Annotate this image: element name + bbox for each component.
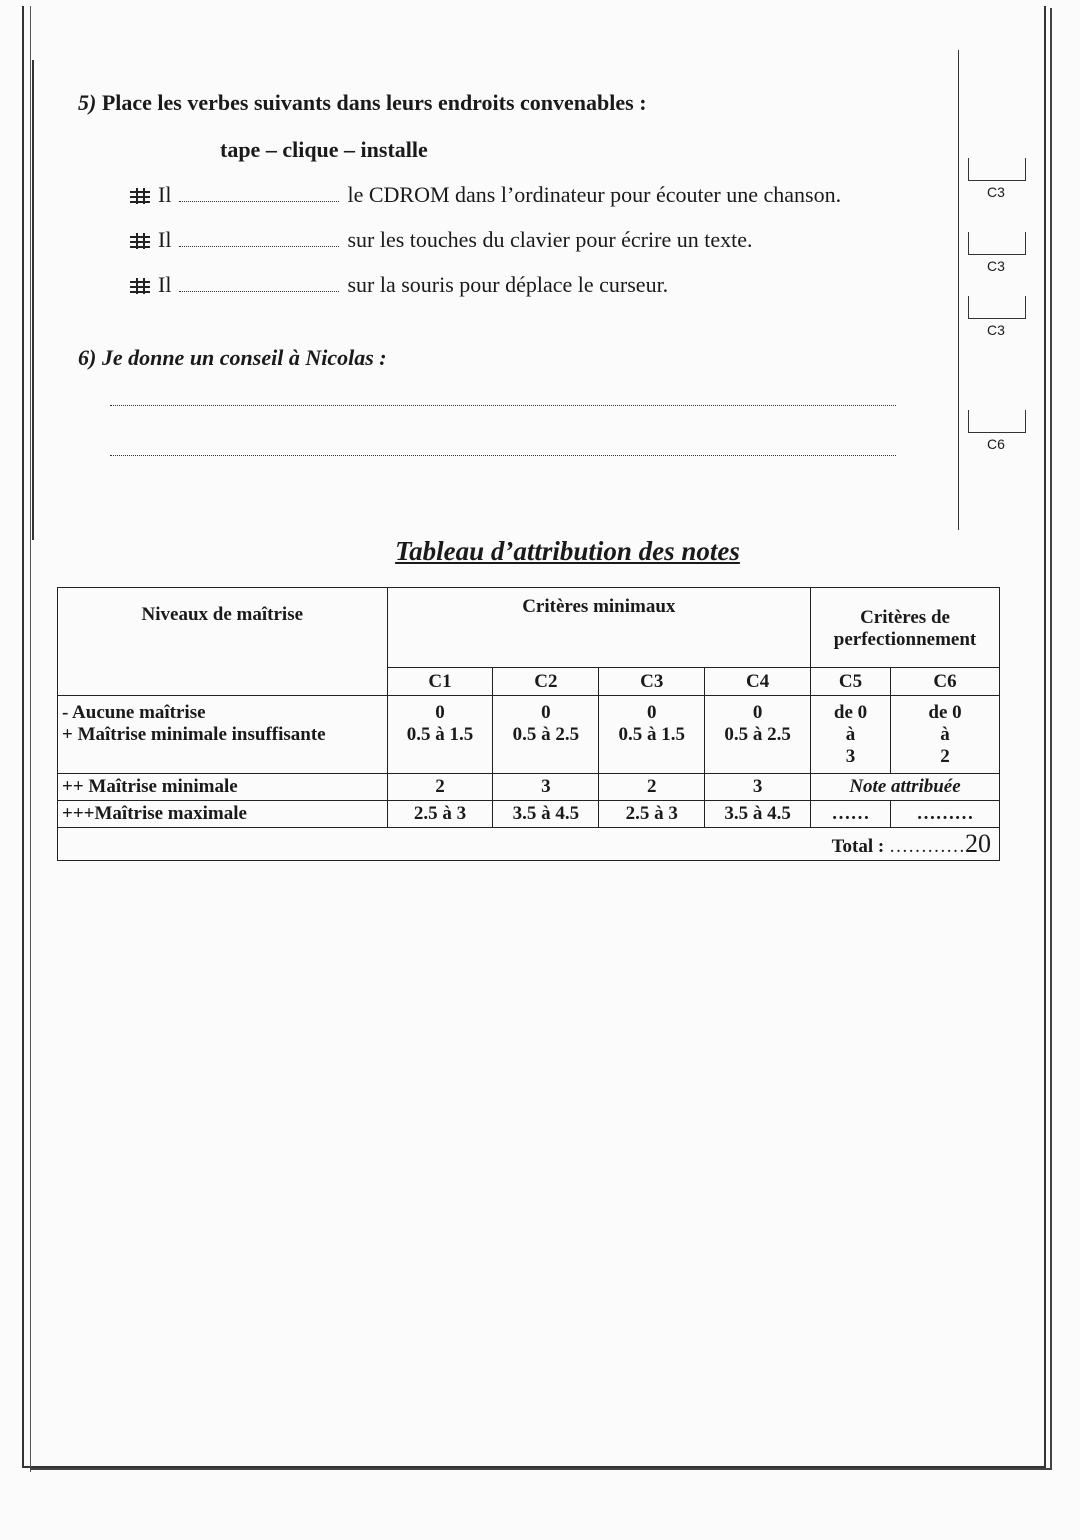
value: 0 — [646, 701, 657, 723]
line-subject: Il — [158, 182, 172, 207]
total-row — [58, 828, 1000, 861]
value: à — [845, 723, 856, 745]
grid-bullet-icon — [130, 278, 150, 294]
value: 2 — [599, 774, 705, 801]
line-subject: Il — [158, 227, 172, 252]
score-box[interactable] — [968, 296, 1026, 319]
value: 0 — [435, 701, 445, 723]
level-none: - Aucune maîtrise — [62, 701, 206, 723]
c4-values — [705, 696, 811, 774]
value: 2.5 à 3 — [387, 801, 493, 828]
value: de 0 — [833, 701, 868, 723]
col-c4: C4 — [705, 668, 811, 696]
col-c5: C5 — [811, 668, 891, 696]
grading-table — [57, 587, 1000, 861]
value: 3 — [705, 774, 811, 801]
line-text: le CDROM dans l’ordinateur pour écouter une chanson. — [347, 182, 842, 207]
exercise-line-3 — [130, 272, 668, 298]
value: 0.5 à 2.5 — [512, 723, 580, 745]
value: 3.5 à 4.5 — [705, 801, 811, 828]
question-6-title: 6) Je donne un conseil à Nicolas : — [78, 345, 387, 370]
value: 2 — [387, 774, 493, 801]
question-5-text: Place les verbes suivants dans leurs endroits convenables : — [101, 90, 647, 115]
total-field[interactable]: ………… — [889, 836, 965, 857]
score-box-label: C3 — [987, 322, 1005, 338]
verb-list: tape – clique – installe — [220, 137, 428, 162]
right-rule — [1050, 8, 1052, 1470]
c2-values — [493, 696, 599, 774]
line-subject: Il — [158, 272, 172, 297]
note-c6-field[interactable]: ……… — [891, 801, 1000, 828]
col-c2: C2 — [493, 668, 599, 696]
total-value: 20 — [965, 829, 991, 858]
value: 3 — [845, 745, 856, 767]
line-text: sur la souris pour déplace le curseur. — [347, 272, 669, 297]
level-minimal: ++ Maîtrise minimale — [58, 774, 388, 801]
header-minimal-criteria: Critères minimaux — [387, 588, 810, 668]
value: 0 — [541, 701, 551, 723]
answer-line[interactable] — [110, 455, 896, 456]
level-insufficient: + Maîtrise minimale insuffisante — [62, 723, 326, 745]
exercise-line-2 — [130, 227, 752, 253]
bottom-rule — [30, 1468, 1052, 1470]
value: à — [940, 723, 950, 745]
c6-range — [891, 696, 1000, 774]
blank-field[interactable] — [179, 290, 339, 292]
note-attribuee-label: Note attribuée — [811, 774, 1000, 801]
value: 0.5 à 1.5 — [618, 723, 685, 745]
left-margin-line — [32, 60, 34, 540]
grid-bullet-icon — [130, 233, 150, 249]
line-text: sur les touches du clavier pour écrire un texte. — [347, 227, 753, 252]
score-box[interactable] — [968, 232, 1026, 255]
col-c6: C6 — [891, 668, 1000, 696]
value: de 0 — [928, 701, 962, 723]
value: 3.5 à 4.5 — [493, 801, 599, 828]
col-c3: C3 — [599, 668, 705, 696]
value: 0.5 à 2.5 — [724, 723, 791, 745]
question-5-title — [78, 90, 647, 116]
question-5-number: 5) — [78, 90, 97, 115]
score-box-label: C6 — [987, 436, 1005, 452]
note-c5-field[interactable]: …… — [811, 801, 891, 828]
col-c1: C1 — [387, 668, 493, 696]
margin-column-line — [958, 50, 959, 530]
c3-values — [599, 696, 705, 774]
c5-range — [811, 696, 891, 774]
table-title: Tableau d’attribution des notes — [395, 536, 740, 566]
level-cell — [58, 696, 388, 774]
exercise-line-1 — [130, 182, 841, 208]
c1-values — [387, 696, 493, 774]
blank-field[interactable] — [179, 200, 339, 202]
header-levels: Niveaux de maîtrise — [58, 588, 388, 696]
header-perfection-criteria: Critères de perfectionnement — [811, 588, 1000, 668]
value: 0.5 à 1.5 — [406, 723, 474, 745]
level-maximal: +++Maîtrise maximale — [58, 801, 388, 828]
score-box[interactable] — [968, 158, 1026, 181]
score-box-label: C3 — [987, 258, 1005, 274]
answer-line[interactable] — [110, 405, 896, 406]
blank-field[interactable] — [179, 245, 339, 247]
value: 3 — [493, 774, 599, 801]
score-box[interactable] — [968, 410, 1026, 433]
total-label: Total : — [831, 836, 885, 857]
score-box-label: C3 — [987, 184, 1005, 200]
value: 2 — [940, 745, 950, 767]
grid-bullet-icon — [130, 188, 150, 204]
value: 2.5 à 3 — [599, 801, 705, 828]
value: 0 — [752, 701, 763, 723]
